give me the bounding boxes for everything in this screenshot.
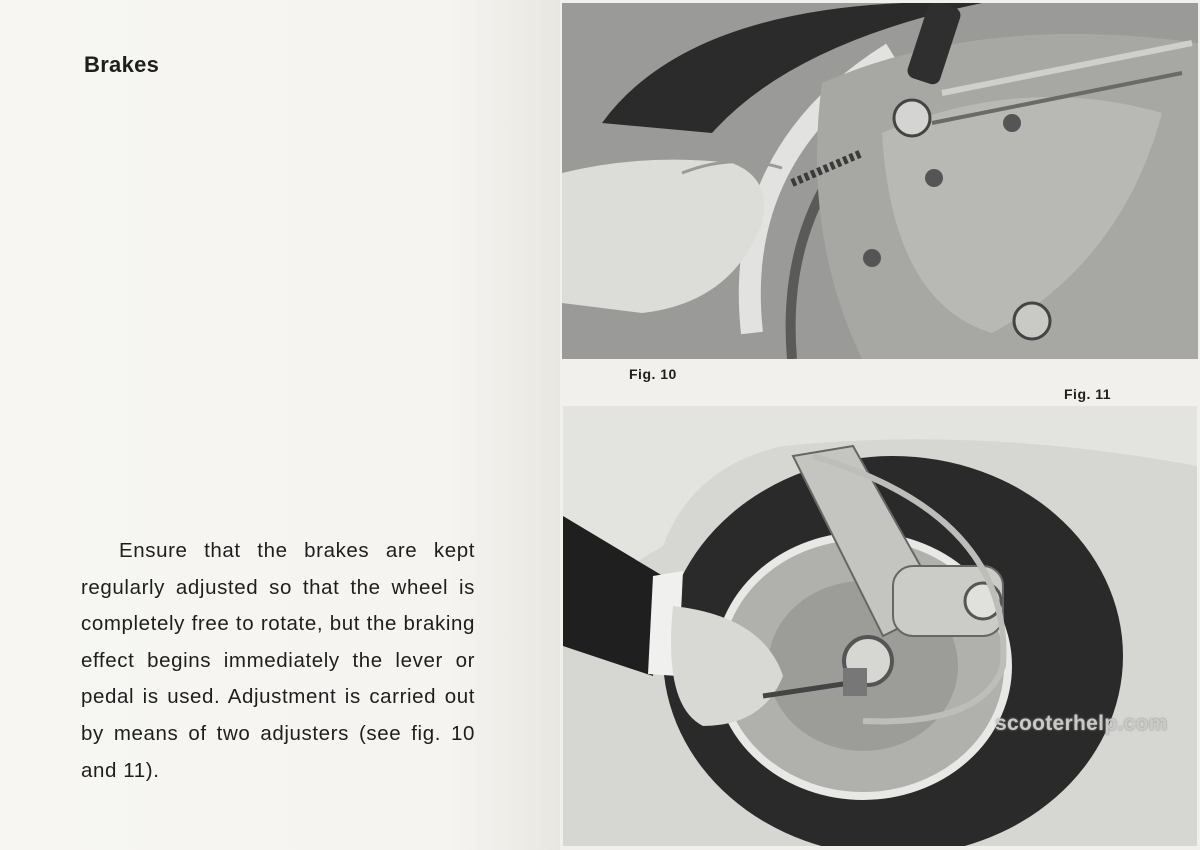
fig-11-photo xyxy=(563,406,1197,846)
left-page xyxy=(0,0,560,850)
watermark: scooterhelp.com xyxy=(995,712,1168,735)
fig-11-caption: Fig. 11 xyxy=(1064,386,1112,402)
fig-10-photo xyxy=(562,3,1198,359)
fig-10-caption: Fig. 10 xyxy=(629,366,677,382)
page-title: Brakes xyxy=(84,52,160,77)
instruction-paragraph: Ensure that the brakes are kept regularly adjusted so that the wheel is completely free to rotate, but the braking effect begins immediately the lever or pedal is used. Adjustment is carried out by means of two adjusters (see fig. 10 and 11). xyxy=(81,539,475,782)
